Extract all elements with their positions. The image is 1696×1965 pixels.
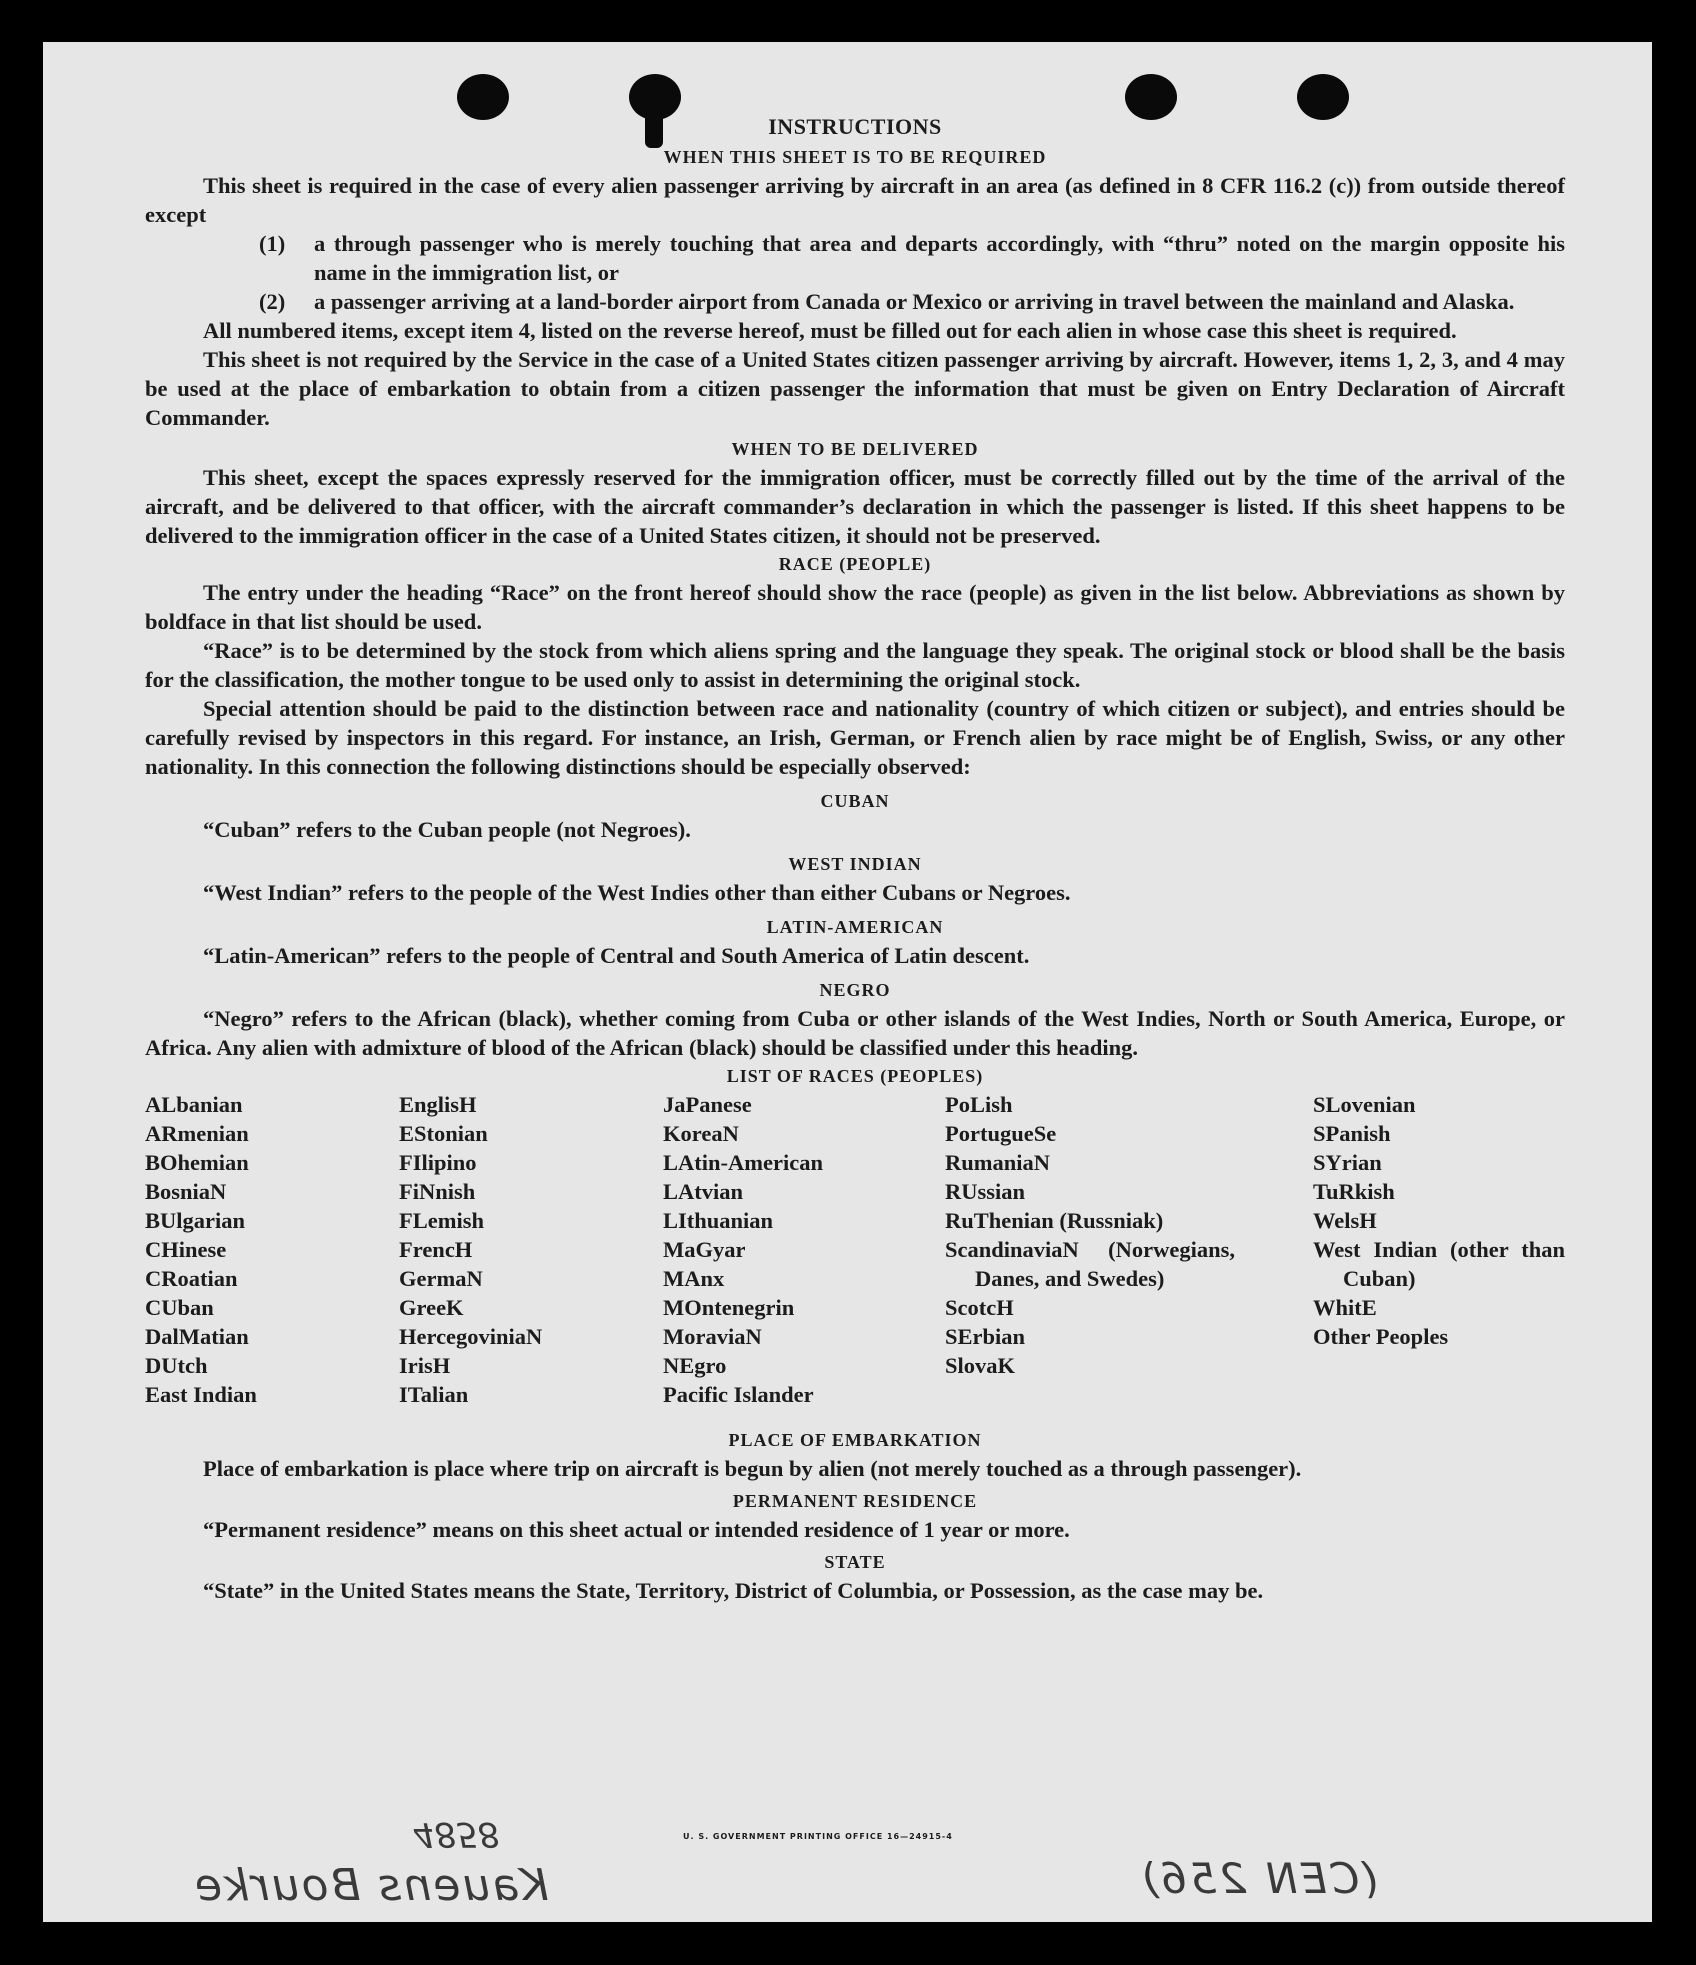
race-item: RuThenian (Russniak): [945, 1208, 1164, 1233]
race-item: ScotcH: [945, 1295, 1014, 1320]
race-item: NEgro: [663, 1353, 727, 1378]
race-item: LAtvian: [663, 1179, 744, 1204]
paragraph: “Race” is to be determined by the stock from which aliens spring and the language they speak. The original stock or blood shall be the basis for the classification, the mother tongue to be used only to assist in determining the original stock.: [145, 638, 1565, 692]
race-item: RumaniaN: [945, 1150, 1051, 1175]
race-item: GermaN: [399, 1266, 483, 1291]
race-column: [1313, 1090, 1565, 1351]
race-item: ALbanian: [145, 1092, 243, 1117]
race-item: FIlipino: [399, 1150, 477, 1175]
paragraph: “Permanent residence” means on this sheet actual or intended residence of 1 year or more.: [203, 1517, 1070, 1542]
race-item: BosniaN: [145, 1179, 227, 1204]
race-item: BOhemian: [145, 1150, 249, 1175]
section-heading: STATE: [824, 1552, 886, 1572]
handwritten-name: Kauens Bourke: [193, 1860, 549, 1911]
race-item: Other Peoples: [1313, 1324, 1449, 1349]
race-item: West Indian (other than Cuban): [1313, 1237, 1565, 1291]
paragraph: This sheet, except the spaces expressly reserved for the immigration officer, must be correctly filled out by the time of the arrival of the aircraft, and be delivered to that officer, with the aircraft commander’s declaration in which the passenger is listed. If this sheet happens to be delivered to the immigration officer in the case of a United States citizen, it should not be preserved.: [145, 465, 1565, 548]
race-item: ARmenian: [145, 1121, 249, 1146]
item-number: (1): [259, 231, 286, 256]
race-item: EnglisH: [399, 1092, 477, 1117]
paragraph: Special attention should be paid to the distinction between race and nationality (country of which citizen or subject), and entries should be carefully revised by inspectors in this regard. For instance, an Irish, German, or French alien by race might be of English, Swiss, or any other nationality. In this connection the following distinctions should be especially observed:: [145, 696, 1565, 779]
race-column: [663, 1090, 823, 1409]
section-heading: WEST INDIAN: [788, 854, 922, 874]
section-heading: CUBAN: [820, 791, 890, 811]
race-column: [399, 1090, 542, 1409]
paragraph: The entry under the heading “Race” on the front hereof should show the race (people) as given in the list below. Abbreviations as shown by boldface in that list should be used.: [145, 580, 1565, 634]
paragraph: All numbered items, except item 4, listed on the reverse hereof, must be filled out for each alien in whose case this sheet is required.: [203, 318, 1457, 343]
race-item: ITalian: [399, 1382, 469, 1407]
race-item: WelsH: [1313, 1208, 1377, 1233]
race-item: ScandinaviaN (Norwegians, Danes, and Swedes): [945, 1237, 1235, 1291]
section-heading: PERMANENT RESIDENCE: [732, 1491, 978, 1511]
race-item: MoraviaN: [663, 1324, 762, 1349]
race-column: [945, 1090, 1235, 1380]
race-item: JaPanese: [663, 1092, 752, 1117]
race-item: SYrian: [1313, 1150, 1382, 1175]
race-item: SErbian: [945, 1324, 1026, 1349]
section-heading: PLACE OF EMBARKATION: [728, 1430, 982, 1450]
item-number: (2): [259, 289, 286, 314]
paragraph: This sheet is not required by the Service in the case of a United States citizen passenger arriving by aircraft. However, items 1, 2, 3, and 4 may be used at the place of embarkation to obtain from a citizen passenger the information that must be given on Entry Declaration of Aircraft Commander.: [145, 347, 1565, 430]
race-item: PoLish: [945, 1092, 1013, 1117]
race-item: LAtin-American: [663, 1150, 823, 1175]
document-page: [43, 42, 1652, 1922]
paragraph: “Negro” refers to the African (black), whether coming from Cuba or other islands of the West Indies, North or South America, Europe, or Africa. Any alien with admixture of blood of the African (black) should be classified under this heading.: [145, 1006, 1565, 1060]
race-item: SPanish: [1313, 1121, 1391, 1146]
list-item: [145, 229, 1565, 287]
race-column: [145, 1090, 257, 1409]
race-item: EStonian: [399, 1121, 488, 1146]
list-item: [145, 287, 1565, 316]
instructions-content: [145, 114, 1565, 1605]
race-item: FLemish: [399, 1208, 485, 1233]
handwritten-code: (CEN 256): [1138, 1854, 1379, 1903]
race-item: WhitE: [1313, 1295, 1377, 1320]
race-item: FrencH: [399, 1237, 473, 1262]
handwritten-number: 4858: [413, 1814, 500, 1854]
race-item: SlovaK: [945, 1353, 1016, 1378]
item-text: a passenger arriving at a land-border airport from Canada or Mexico or arriving in travel between the mainland and Alaska.: [314, 289, 1515, 314]
race-item: RUssian: [945, 1179, 1026, 1204]
paragraph: This sheet is required in the case of every alien passenger arriving by aircraft in an area (as defined in 8 CFR 116.2 (c)) from outside thereof except: [145, 173, 1565, 227]
section-heading: WHEN TO BE DELIVERED: [731, 439, 979, 459]
item-text: a through passenger who is merely touching that area and departs accordingly, with “thru” noted on the margin opposite his name in the immigration list, or: [314, 231, 1565, 285]
paragraph: “West Indian” refers to the people of the West Indies other than either Cubans or Negroes.: [203, 880, 1071, 905]
race-list: [145, 1090, 1565, 1430]
section-heading: RACE (PEOPLE): [778, 554, 932, 574]
section-heading: LATIN-AMERICAN: [766, 917, 944, 937]
race-item: CHinese: [145, 1237, 227, 1262]
race-item: PortugueSe: [945, 1121, 1057, 1146]
race-item: DalMatian: [145, 1324, 249, 1349]
race-item: East Indian: [145, 1382, 257, 1407]
race-item: MAnx: [663, 1266, 725, 1291]
race-item: MaGyar: [663, 1237, 746, 1262]
printer-imprint: U. S. GOVERNMENT PRINTING OFFICE 16—24915-4: [683, 1832, 953, 1841]
section-heading: NEGRO: [819, 980, 891, 1000]
paragraph: “Cuban” refers to the Cuban people (not Negroes).: [203, 817, 691, 842]
race-item: FiNnish: [399, 1179, 476, 1204]
section-heading: WHEN THIS SHEET IS TO BE REQUIRED: [663, 147, 1047, 167]
race-item: HercegoviniaN: [399, 1324, 543, 1349]
paragraph: “State” in the United States means the State, Territory, District of Columbia, or Possession, as the case may be.: [203, 1578, 1264, 1603]
race-item: KoreaN: [663, 1121, 739, 1146]
race-item: SLovenian: [1313, 1092, 1416, 1117]
race-item: CUban: [145, 1295, 214, 1320]
race-item: MOntenegrin: [663, 1295, 795, 1320]
page-title: INSTRUCTIONS: [768, 114, 942, 139]
race-item: CRoatian: [145, 1266, 238, 1291]
race-item: Pacific Islander: [663, 1382, 814, 1407]
race-item: BUlgarian: [145, 1208, 246, 1233]
paragraph: Place of embarkation is place where trip on aircraft is begun by alien (not merely touched as a through passenger).: [203, 1456, 1302, 1481]
section-heading: LIST OF RACES (PEOPLES): [726, 1066, 984, 1086]
race-item: TuRkish: [1313, 1179, 1395, 1204]
paragraph: “Latin-American” refers to the people of Central and South America of Latin descent.: [203, 943, 1030, 968]
race-item: IrisH: [399, 1353, 451, 1378]
race-item: GreeK: [399, 1295, 464, 1320]
race-item: DUtch: [145, 1353, 208, 1378]
race-item: LIthuanian: [663, 1208, 774, 1233]
